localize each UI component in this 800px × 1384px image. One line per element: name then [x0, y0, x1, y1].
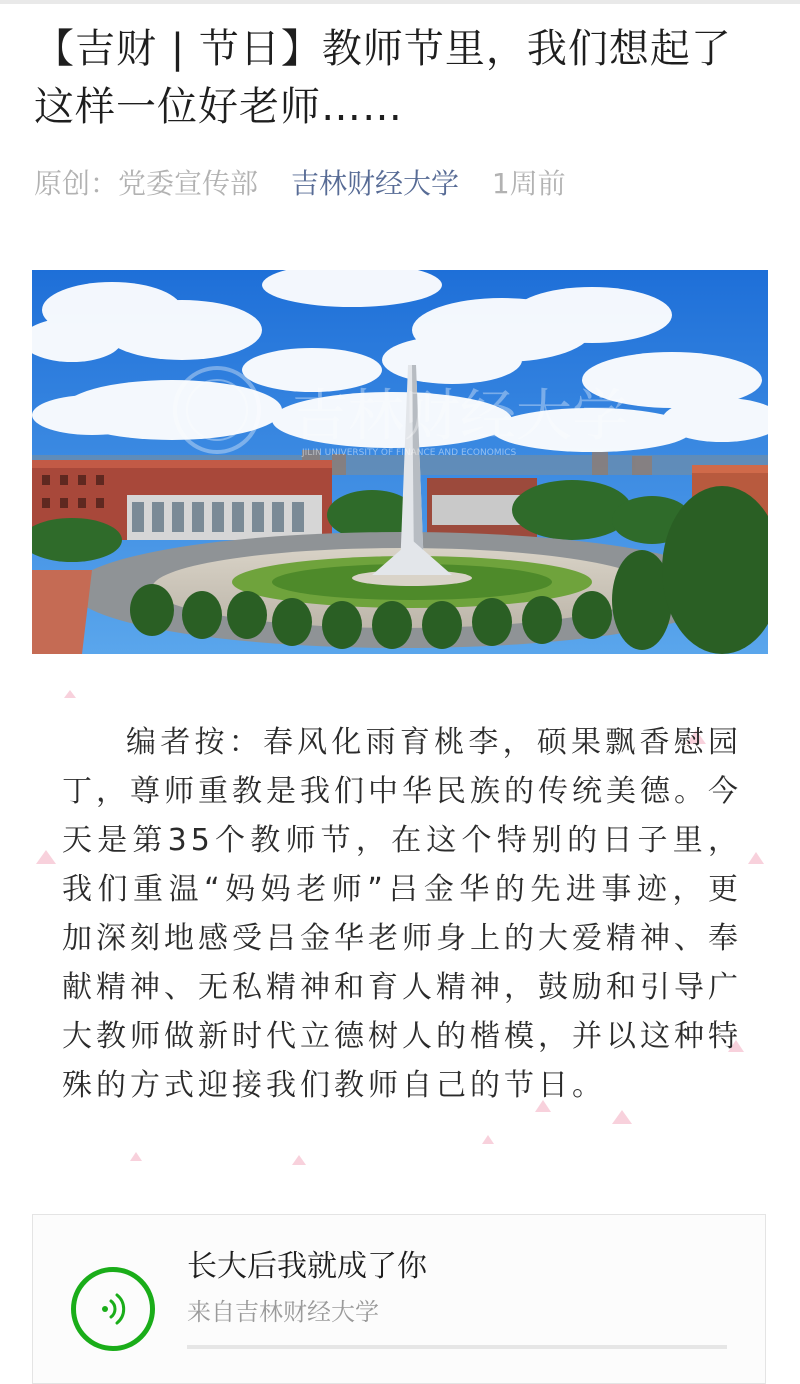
watermark-text: 吉林财经大学 — [292, 384, 628, 449]
editor-note-paragraph: 编者按：春风化雨育桃李，硕果飘香慰园丁，尊师重教是我们中华民族的传统美德。今天是第35个教师节，在这个特别的日子里，我们重温“妈妈老师”吕金华的先进事迹，更加深刻地感受吕金华老师身上的大爱精神、奉献精神、无私精神和育人精神，鼓励和引导广大教师做新时代立德树人的楷模，并以这种特殊的方式迎接我们教师自己的节日。 — [62, 725, 742, 1103]
author-name: 党委宣传部 — [118, 167, 259, 200]
original-label: 原创： — [34, 167, 119, 200]
audio-source: 来自吉林财经大学 — [187, 1298, 379, 1326]
watermark-subtext: JILIN UNIVERSITY OF FINANCE AND ECONOMICS — [302, 448, 517, 458]
audio-player-card[interactable] — [32, 1214, 766, 1384]
audio-progress-bar[interactable] — [187, 1345, 727, 1349]
audio-play-button[interactable] — [71, 1267, 155, 1351]
campus-photo — [32, 270, 768, 654]
top-divider — [0, 0, 800, 4]
publish-time: 1周前 — [491, 167, 566, 200]
article-meta — [34, 164, 590, 204]
audio-wave-icon — [93, 1289, 133, 1329]
account-link[interactable]: 吉林财经大学 — [290, 167, 459, 200]
audio-title: 长大后我就成了你 — [187, 1249, 427, 1284]
author-line — [34, 167, 258, 200]
article-title: 【吉财 | 节日】教师节里，我们想起了这样一位好老师…… — [34, 26, 732, 130]
hero-image[interactable] — [32, 270, 768, 654]
